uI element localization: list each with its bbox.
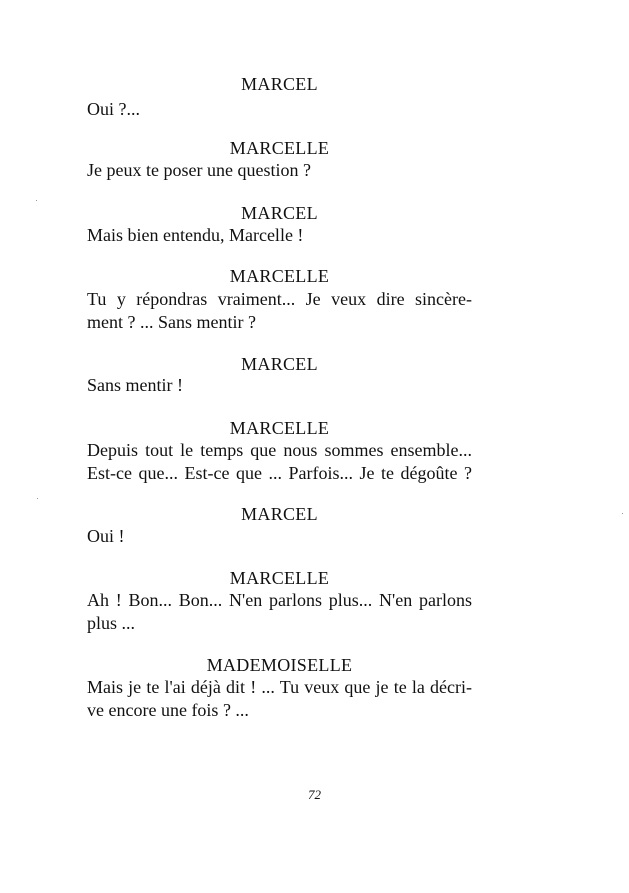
speaker-name: MARCEL (241, 74, 318, 94)
speaker-name: MARCEL (241, 203, 318, 223)
dialogue-line: ve encore une fois ? ... (87, 700, 249, 720)
dialogue-line: Mais je te l'ai déjà dit ! ... Tu veux que je te la décri- (87, 677, 472, 697)
dialogue-line: Je peux te poser une question ? (87, 160, 311, 180)
dialogue-line: Ah ! Bon... Bon... N'en parlons plus... N'en parlons (87, 590, 472, 610)
scan-speck (36, 200, 37, 201)
speaker-name: MARCELLE (229, 418, 330, 438)
scan-speck (37, 498, 38, 499)
dialogue-line: Oui ?... (87, 99, 140, 119)
dialogue-line: Depuis tout le temps que nous sommes ensemble... (87, 440, 472, 460)
dialogue-line: Tu y répondras vraiment... Je veux dire sincère- (87, 289, 472, 309)
speaker-name: MARCEL (241, 504, 318, 524)
dialogue-line: Sans mentir ! (87, 375, 183, 395)
speaker-name: MARCELLE (229, 568, 330, 588)
speaker-name: MARCELLE (229, 266, 330, 286)
speaker-name: MARCEL (241, 354, 318, 374)
dialogue-line: Mais bien entendu, Marcelle ! (87, 225, 304, 245)
dialogue-line: plus ... (87, 613, 136, 633)
scan-speck (622, 513, 623, 514)
speaker-name: MARCELLE (229, 138, 330, 158)
page-number: 72 (308, 787, 321, 802)
dialogue-line: ment ? ... Sans mentir ? (87, 312, 256, 332)
dialogue-line: Oui ! (87, 526, 125, 546)
speaker-name: MADEMOISELLE (206, 655, 353, 675)
dialogue-line: Est-ce que... Est-ce que ... Parfois... Je te dégoûte ? (87, 463, 472, 483)
